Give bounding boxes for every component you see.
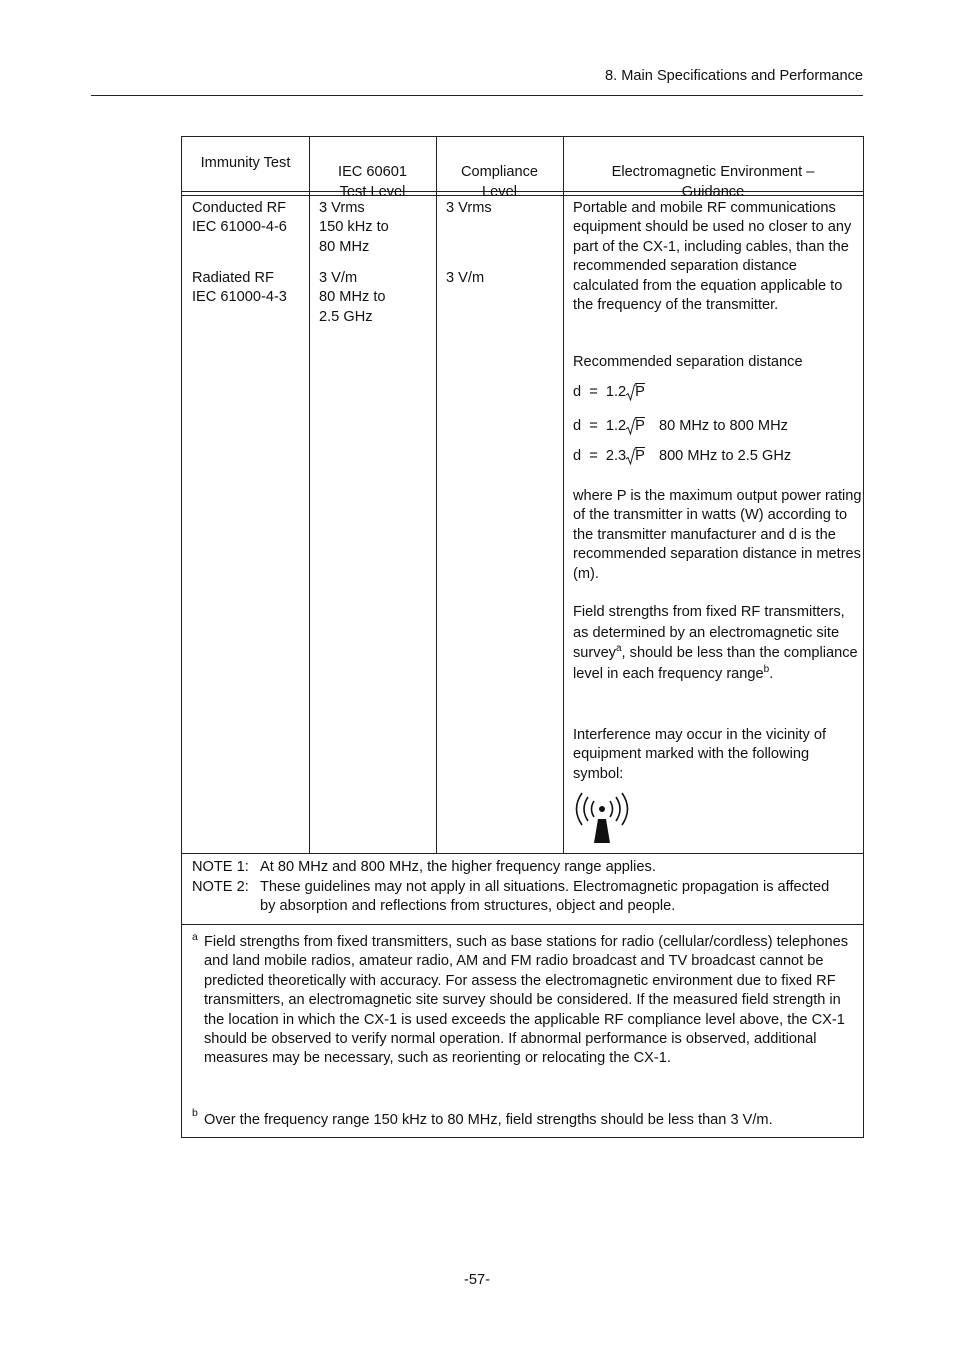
compliance-level-conducted: 3 Vrms [446, 200, 492, 216]
immunity-test-conducted: Conducted RF IEC 61000-4-6 [192, 200, 287, 236]
note-2: NOTE 2: These guidelines may not apply in all situations. Electromagnetic propagation is affected by absorption and reflections from structures, object and people. [192, 878, 830, 915]
formula-80mhz-800mhz: d = 1.2 $\overline{P}$ 80 MHz to 800 MHz [573, 418, 788, 434]
square-root-icon: $\overline{P}$ [626, 384, 645, 400]
guidance-paragraph-4: Field strengths from fixed RF transmitters, as determined by an electromagnetic site survey$^a$, should be less than the compliance level in each frequency range$^b$. [573, 604, 858, 682]
column-divider [436, 137, 437, 853]
note-1: NOTE 1: At 80 MHz and 800 MHz, the higher frequency range applies. [192, 859, 656, 875]
column-divider [309, 137, 310, 853]
section-header: 8. Main Specifications and Performance [605, 68, 863, 84]
immunity-test-radiated: Radiated RF IEC 61000-4-3 [192, 270, 287, 306]
column-header-test-level: IEC 60601 Test Level [338, 164, 407, 200]
column-header-compliance-level: Compliance Level [460, 164, 539, 200]
compliance-level-radiated: 3 V/m [446, 270, 485, 286]
square-root-icon: $\overline{P}$ [626, 418, 645, 434]
footnote-b-mark: b [192, 1107, 198, 1119]
notes-block [192, 858, 852, 917]
footnote-a: Field strengths from fixed transmitters, such as base stations for radio (cellular/cordless) telephones and land mobile radios, amateur radio, AM and FM radio broadcast and TV broadcast cannot be predicted theoretically with accuracy. For assess the electromagnetic environment due to fixed RF transmitters, an electromagnetic site survey should be considered. If the measured field strength in the location in which the CX-1 is used exceeds the applicable RF compliance level above, the CX-1 should be observed to verify normal operation. If abnormal performance is observed, additional measures may be necessary, such as reorienting or relocating the CX-1. [204, 934, 849, 1067]
column-header-immunity-test: Immunity Test [200, 155, 291, 171]
guidance-paragraph-2: Recommended separation distance [573, 354, 803, 370]
guidance-paragraph-3: where P is the maximum output power rating of the transmitter in watts (W) according to the transmitter manufacturer and d is the recommended separation distance in metres (m). [573, 488, 862, 582]
test-level-radiated: 3 V/m 80 MHz to 2.5 GHz [319, 270, 386, 325]
formula-800mhz-2-5ghz: d = 2.3 $\overline{P}$ 800 MHz to 2.5 GHz [573, 448, 792, 464]
test-level-conducted: 3 Vrms 150 kHz to 80 MHz [319, 200, 389, 255]
guidance-paragraph-1: Portable and mobile RF communications equipment should be used no closer to any part of the CX-1, including cables, than the recommended separation distance calculated from the equation applicable to the frequency of the transmitter. [573, 200, 852, 314]
non-ionizing-radiation-icon [572, 789, 632, 845]
formula-general: d = 1.2 $\overline{P}$ [573, 384, 645, 400]
guidance-paragraph-5: Interference may occur in the vicinity of equipment marked with the following symbol: [573, 727, 827, 782]
column-header-guidance: Electromagnetic Environment – Guidance [611, 164, 815, 200]
header-rule [91, 95, 863, 96]
column-divider [563, 137, 564, 853]
footnote-b: Over the frequency range 150 kHz to 80 MHz, field strengths should be less than 3 V/m. [204, 1112, 773, 1128]
footnote-a-mark: a [192, 931, 198, 943]
notes-divider [182, 853, 863, 854]
page-number: -57- [464, 1272, 490, 1288]
footnotes-divider [182, 924, 863, 925]
square-root-icon: $\overline{P}$ [626, 448, 645, 464]
immunity-table [181, 136, 864, 1138]
